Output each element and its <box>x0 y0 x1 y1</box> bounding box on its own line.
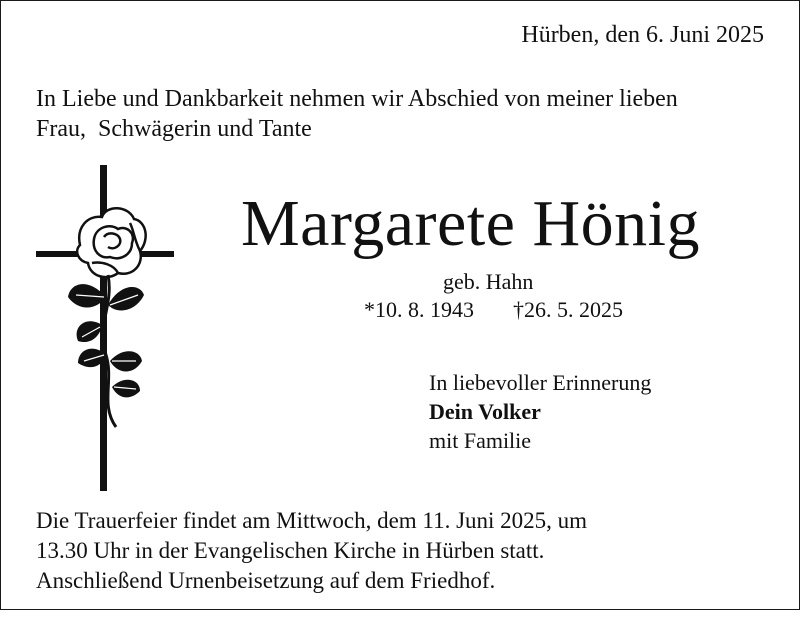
death-date: †26. 5. 2025 <box>513 297 623 322</box>
mourners-line-2: Dein Volker <box>429 399 541 424</box>
birth-date: *10. 8. 1943 <box>364 297 474 322</box>
funeral-line-2: 13.30 Uhr in der Evangelischen Kirche in Hürben statt. <box>36 538 545 563</box>
funeral-line-3: Anschließend Urnenbeisetzung auf dem Friedhof. <box>36 568 496 593</box>
mourners-line-1: In liebevoller Erinnerung <box>429 370 652 395</box>
place-date: Hürben, den 6. Juni 2025 <box>521 22 764 48</box>
intro-line-2: Frau, Schwägerin und Tante <box>36 116 312 142</box>
funeral-notice <box>36 506 587 596</box>
mourners-block <box>429 368 651 455</box>
maiden-name: geb. Hahn <box>443 269 534 294</box>
intro-line-1: In Liebe und Dankbarkeit nehmen wir Abschied von meiner lieben <box>36 86 678 112</box>
intro-text <box>36 84 678 144</box>
funeral-line-1: Die Trauerfeier findet am Mittwoch, dem 11. Juni 2025, um <box>36 508 588 533</box>
deceased-name: Margarete Hönig <box>241 187 700 260</box>
cross-with-rose-icon <box>36 165 176 495</box>
mourners-line-3: mit Familie <box>429 428 532 453</box>
